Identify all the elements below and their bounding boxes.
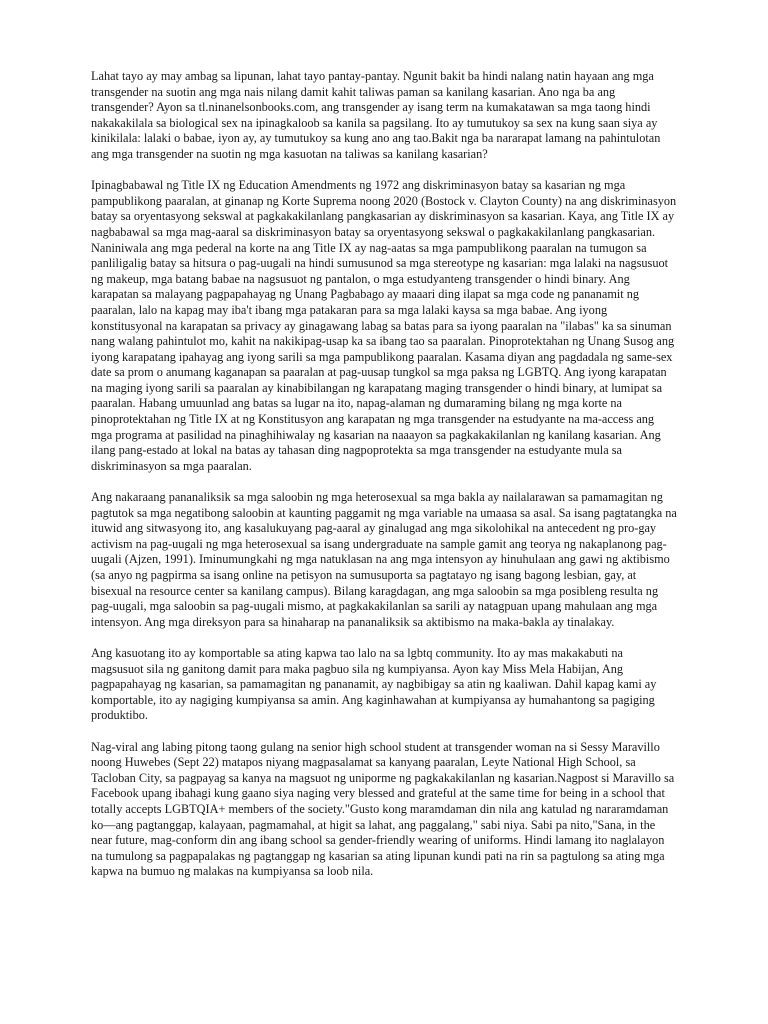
paragraph-viral-student: Nag-viral ang labing pitong taong gulang na senior high school student at transgender woman na si Sessy Maravillo noong Huwebes (Sept 22) matapos niyang magpasalamat sa kanyang paaralan, Leyte National High School, sa Tacloban City, sa pagpayag sa kanya na magsuot ng uniporme ng pagkakakilanlan ng kasarian.Nagpost si Maravillo sa Facebook upang ibahagi kung gaano siya naging very blessed and grateful at the same time for being in a school that totally accepts LGBTQIA+ members of the society."Gusto kong maramdaman din nila ang katulad ng nararamdaman ko—ang pagtanggap, kalayaan, pagmamahal, at higit sa lahat, ang paggalang," sabi niya. Sabi pa nito,"Sana, in the near future, mag-conform din ang ibang school sa gender-friendly wearing of uniforms. Hindi lamang ito naglalayon na tumulong sa pagpapalakas ng pagtanggap ng kasarian sa ating lipunan kundi pati na rin sa pagtulong sa ating mga kapwa na bumuo ng malakas na kumpiyansa sa loob nila. (91, 739, 675, 879)
paragraph-transgender-definition: Lahat tayo ay may ambag sa lipunan, lahat tayo pantay-pantay. Ngunit bakit ba hindi nalang natin hayaan ang mga transgender na suotin ang mga nais nilang damit kahit taliwas paman sa kanilang kasarian. Ano nga ba ang transgender? Ayon sa tl.ninanelsonbooks.com, ang transgender ay isang term na kumakatawan sa mga taong hindi nakakakilala sa biological sex na ipinagkaloob sa kanila sa pagsilang. Ito ay tumutukoy sa sex na kung saan siya ay kinikilala: lalaki o babae, iyon ay, ay tumutukoy sa kung ano ang tao.Bakit nga ba nararapat lamang na pahintulotan ang mga transgender na suotin ng mga kasuotan na taliwas sa kanilang kasarian? (91, 69, 661, 161)
paragraph-title-ix-rights: Ipinagbabawal ng Title IX ng Education Amendments ng 1972 ang diskriminasyon batay sa kasarian ng mga pampublikong paaralan, at ginanap ng Korte Suprema noong 2020 (Bostock v. Clayton County) na ang diskriminasyon batay sa oryentasyong sekswal at pagkakakilanlang pangkasarian ay diskriminasyon sa kasarian. Kaya, ang Title IX ay nagbabawal sa mga mag-aaral sa diskriminasyon batay sa oryentasyong sekswal o pagkakakilanlang pangkasarian. Naniniwala ang mga pederal na korte na ang Title IX ay nag-aatas sa mga pampublikong paaralan na tumugon sa panliligalig batay sa hitsura o pag-uugali na hindi sumusunod sa mga stereotype ng kasarian: mga lalaki na nagsusuot ng makeup, mga batang babae na nagsusuot ng pantalon, o mga estudyanteng transgender o hindi binary. Ang karapatan sa malayang pagpapahayag ng Unang Pagbabago ay maaari ding ilapat sa mga code ng pananamit ng paaralan, lalo na kapag may iba't ibang mga patakaran para sa mga lalaki kaysa sa mga babae. Ang iyong konstitusyonal na karapatan sa privacy ay ginagawang labag sa batas para sa iyong paaralan na "ilabas" ka sa sinuman nang walang pahintulot mo, kahit na nakikipag-usap ka sa ibang tao sa paaralan. Pinoprotektahan ng Unang Susog ang iyong karapatang ipahayag ang iyong sarili sa mga pampublikong paaralan. Kasama diyan ang pagdadala ng same-sex date sa prom o anumang kaganapan sa paaralan at pag-uusap tungkol sa mga paksa ng LGBTQ. Ang iyong karapatan na maging iyong sarili sa paaralan ay kinabibilangan ng karapatang maging transgender o hindi binary, at lumipat sa paaralan. Habang umuunlad ang batas sa lugar na ito, napag-alaman ng dumaraming bilang ng mga korte na pinoprotektahan ng Title IX at ng Konstitusyon ang karapatan ng mga transgender na estudyante na ma-access ang mga programa at pasilidad na pinaghihiwalay ng kasarian na naaayon sa pagkakakilanlan ng kanilang kasarian. Ang ilang pang-estado at lokal na batas ay tahasan ding nagpoprotekta sa mga transgender na estudyante mula sa diskriminasyon sa mga paaralan. (91, 178, 677, 473)
paragraph-research-attitudes: Ang nakaraang pananaliksik sa mga saloobin ng mga heterosexual sa mga bakla ay nailalarawan sa pamamagitan ng pagtutok sa mga negatibong saloobin at kaunting paggamit ng mga variable na umaasa sa asal. Sa isang pagtatangka na ituwid ang sitwasyong ito, ang kasalukuyang pag-aaral ay ginalugad ang mga sikolohikal na antecedent ng pro-gay activism na pag-uugali ng mga heterosexual sa isang undergraduate na sample gamit ang teorya ng nakaplanong pag-uugali (Ajzen, 1991). Iminumungkahi ng mga natuklasan na ang mga intensyon ay hinuhulaan ang gawi ng aktibismo (sa anyo ng pagpirma sa isang online na petisyon na sumusuporta sa pagtatayo ng isang bagong lesbian, gay, at bisexual na resource center sa kanilang campus). Bilang karagdagan, ang mga saloobin sa mga posibleng resulta ng pag-uugali, mga saloobin sa pag-uugali mismo, at pagkakakilanlan sa sarili ay natagpuan upang mahulaan ang mga intensyon. Ang mga direksyon para sa hinaharap na pananaliksik sa aktibismo na maka-bakla ay tinalakay. (91, 490, 677, 629)
document-body (91, 69, 677, 895)
paragraph-comfort-confidence: Ang kasuotang ito ay komportable sa ating kapwa tao lalo na sa lgbtq community. Ito ay mas makakabuti na magsusuot sila ng ganitong damit para maka pagbuo sila ng kumpiyansa. Ayon kay Miss Mela Habijan, Ang pagpapahayag ng kasarian, sa pamamagitan ng pananamit, ay nagbibigay sa atin ng kaaliwan. Dahil kapag kami ay komportable, ito ay nagiging kumpiyansa sa amin. Ang kaginhawahan at kumpiyansa ay humahantong sa pagiging produktibo. (91, 645, 657, 723)
